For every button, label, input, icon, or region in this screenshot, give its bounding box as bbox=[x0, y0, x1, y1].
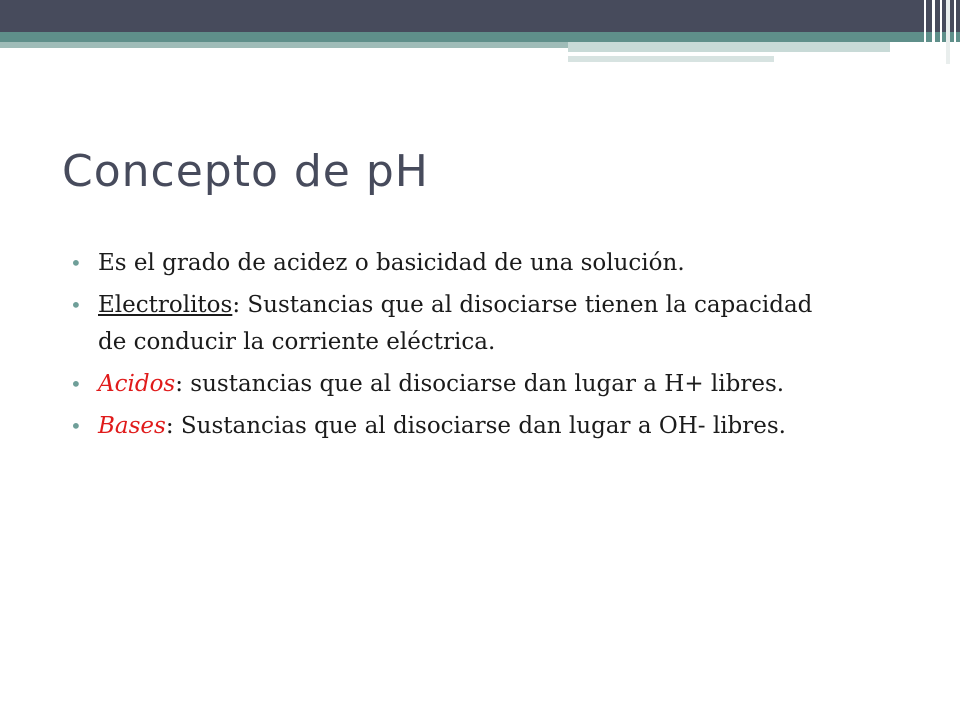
bullet-icon: • bbox=[70, 372, 82, 396]
decorative-stripe bbox=[924, 0, 926, 64]
bullet-term: Electrolitos bbox=[98, 292, 233, 318]
bullet-text: : Sustancias que al disociarse dan lugar a OH- libres. bbox=[165, 413, 786, 439]
bullet-item bbox=[70, 245, 830, 282]
bullet-text: Es el grado de acidez o basicidad de una solución. bbox=[98, 250, 685, 276]
slide-title: Concepto de pH bbox=[62, 146, 429, 197]
bullet-text: : sustancias que al disociarse dan lugar a H+ libres. bbox=[175, 371, 785, 397]
header-tab bbox=[568, 42, 890, 52]
bullet-item bbox=[70, 408, 830, 445]
decorative-stripe bbox=[940, 0, 942, 64]
bullet-icon: • bbox=[70, 293, 82, 317]
decorative-stripe bbox=[932, 0, 935, 64]
decorative-stripe bbox=[954, 0, 956, 64]
header-tab-underline bbox=[568, 56, 774, 62]
bullet-icon: • bbox=[70, 251, 82, 275]
bullet-term: Acidos bbox=[98, 371, 176, 397]
accent-band-secondary bbox=[0, 42, 570, 48]
decorative-stripe bbox=[946, 0, 950, 64]
bullet-icon: • bbox=[70, 414, 82, 438]
bullet-item bbox=[70, 366, 830, 403]
bullet-term: Bases bbox=[98, 413, 166, 439]
bullet-text: : Sustancias que al disociarse tienen la capacidad de conducir la corriente eléctrica. bbox=[98, 292, 813, 355]
header-tab-line bbox=[568, 52, 888, 54]
bullet-list bbox=[70, 245, 830, 450]
bullet-item bbox=[70, 287, 830, 361]
header-band bbox=[0, 0, 960, 36]
accent-band bbox=[0, 32, 960, 42]
